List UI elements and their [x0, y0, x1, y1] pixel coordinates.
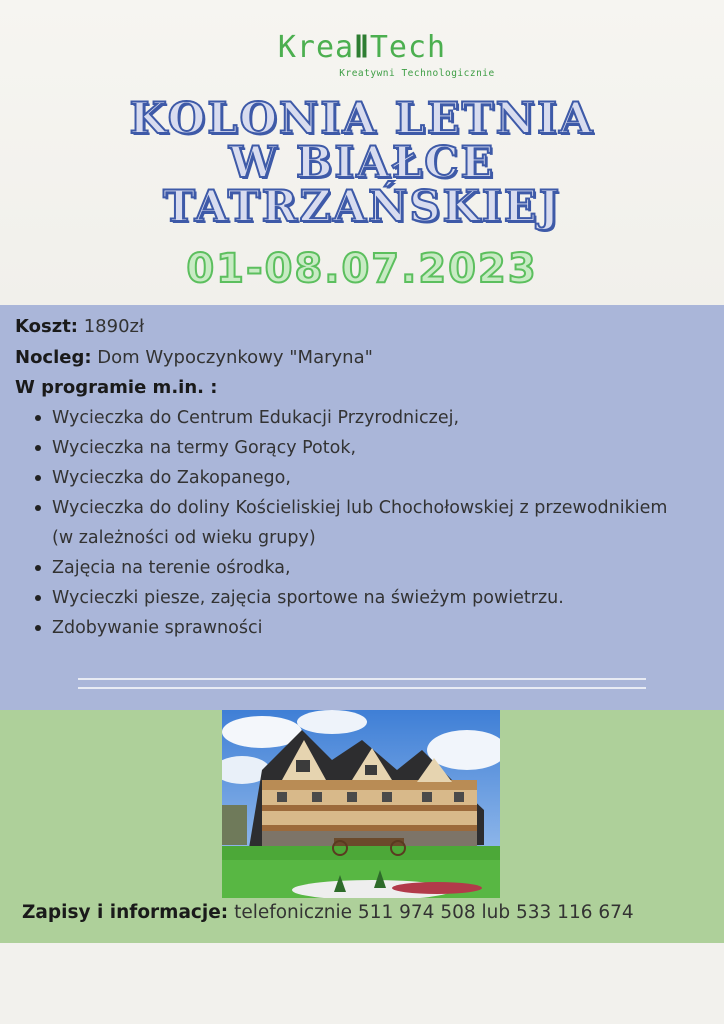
logo-text-left: Krea [277, 30, 355, 65]
lodging-line [15, 346, 373, 370]
cost-value: 1890zł [78, 316, 145, 337]
kreatech-logo [0, 30, 724, 79]
section-divider [78, 678, 646, 689]
header-section [0, 0, 724, 305]
title-line-1: KOLONIA LETNIA [129, 94, 595, 144]
footer-area [0, 943, 724, 1024]
lodging-value: Dom Wypoczynkowy "Maryna" [91, 347, 373, 368]
list-item: Wycieczka na termy Gorący Potok, [52, 433, 692, 463]
list-item: Zdobywanie sprawności [52, 613, 692, 643]
program-heading: W programie m.in. : [15, 377, 218, 398]
page-title [0, 94, 724, 232]
cost-label: Koszt: [15, 316, 78, 337]
contact-phones: telefonicznie 511 974 508 lub 533 116 674 [228, 902, 634, 923]
logo-tagline: Kreatywni Technologicznie [339, 68, 495, 79]
logo-text-right: Tech [369, 30, 447, 65]
logo-circuit-glyph: Ⅱ [354, 30, 370, 65]
hotel-photo [222, 710, 500, 898]
contact-line [22, 900, 634, 926]
list-item: Wycieczki piesze, zajęcia sportowe na świeżym powietrzu. [52, 583, 692, 613]
info-section [0, 305, 724, 710]
program-list [0, 403, 692, 643]
event-dates: 01-08.07.2023 [186, 246, 538, 292]
photo-contact-section [0, 710, 724, 943]
cost-line [15, 315, 144, 339]
list-item: Wycieczka do Zakopanego, [52, 463, 692, 493]
list-item: Wycieczka do doliny Kościeliskiej lub Chochołowskiej z przewodnikiem (w zależności od wieku grupy) [52, 493, 692, 553]
title-line-2: W BIAŁCE [228, 138, 496, 188]
lodging-label: Nocleg: [15, 347, 92, 368]
title-line-3: TATRZAŃSKIEJ [162, 182, 562, 232]
list-item: Wycieczka do Centrum Edukacji Przyrodniczej, [52, 403, 692, 433]
contact-label: Zapisy i informacje: [22, 902, 229, 923]
list-item: Zajęcia na terenie ośrodka, [52, 553, 692, 583]
